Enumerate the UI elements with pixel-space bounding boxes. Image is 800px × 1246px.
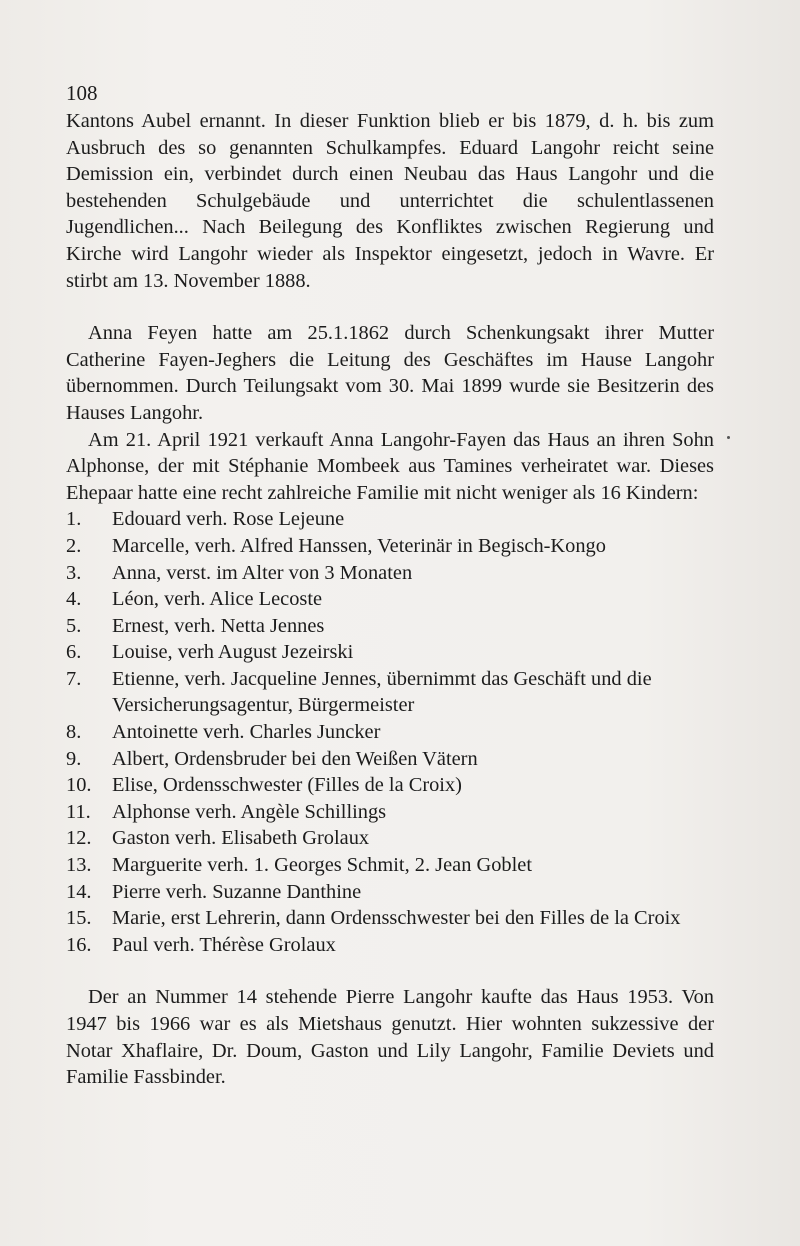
list-item [66,666,714,719]
list-item-number: 12. [66,827,92,850]
page-content [66,80,714,1091]
list-item [66,639,714,666]
paragraph-pierre-langohr: Der an Nummer 14 stehende Pierre Langohr kaufte das Haus 1953. Von 1947 bis 1966 war es als Mietshaus genutzt. Hier wohnten sukzessive der Notar Xhaflaire, Dr. Doum, Gaston und Lily Langohr, Familie Deviets und Familie Fassbinder. [66,986,714,1089]
list-item [66,506,714,533]
list-item-text: Marcelle, verh. Alfred Hanssen, Veterinär in Begisch-Kongo [112,534,606,557]
list-item-text: Marie, erst Lehrerin, dann Ordensschwester bei den Filles de la Croix [112,907,681,930]
children-list [66,506,714,958]
list-item-text: Ernest, verh. Netta Jennes [112,614,325,637]
list-item-text: Etienne, verh. Jacqueline Jennes, übernimmt das Geschäft und die Versicherungsagentur, Bürgermeister [112,667,652,717]
paragraph-sale-1921: Am 21. April 1921 verkauft Anna Langohr-Fayen das Haus an ihren Sohn Alphonse, der mit Stéphanie Mombeek aus Tamines verheiratet war. Dieses Ehepaar hatte eine recht zahlreiche Familie mit nicht weniger als 16 Kindern: [66,428,714,504]
list-item [66,586,714,613]
list-item-number: 9. [66,747,82,770]
list-item [66,825,714,852]
page-number: 108 [66,81,98,105]
list-item-number: 14. [66,880,92,903]
list-item [66,905,714,932]
list-item-text: Antoinette verh. Charles Juncker [112,721,381,744]
list-item [66,719,714,746]
list-item [66,560,714,587]
list-item [66,533,714,560]
list-item [66,852,714,879]
list-item-number: 8. [66,721,82,744]
list-item-number: 4. [66,588,82,611]
list-item-number: 6. [66,641,82,664]
list-item-text: Edouard verh. Rose Lejeune [112,508,345,531]
list-item-number: 1. [66,508,82,531]
list-item-number: 15. [66,907,92,930]
list-item-text: Elise, Ordensschwester (Filles de la Croix) [112,774,462,797]
list-item-text: Marguerite verh. 1. Georges Schmit, 2. Jean Goblet [112,854,532,877]
list-item-text: Louise, verh August Jezeirski [112,641,354,664]
list-item-number: 11. [66,800,91,823]
list-item-number: 16. [66,933,92,956]
list-item [66,746,714,773]
list-item-text: Léon, verh. Alice Lecoste [112,588,323,611]
list-item [66,613,714,640]
list-item [66,879,714,906]
paragraph-gap [66,294,714,320]
list-item-text: Albert, Ordensbruder bei den Weißen Vätern [112,747,478,770]
list-item-number: 10. [66,774,92,797]
list-item-text: Alphonse verh. Angèle Schillings [112,800,387,823]
paragraph-anna-feyen: Anna Feyen hatte am 25.1.1862 durch Schenkungsakt ihrer Mutter Catherine Fayen-Jeghers die Leitung des Geschäftes im Hause Langohr übernommen. Durch Teilungsakt vom 30. Mai 1899 wurde sie Besitzerin des Hauses Langohr. [66,322,714,424]
list-item-number: 5. [66,614,82,637]
list-item [66,772,714,799]
list-item-text: Paul verh. Thérèse Grolaux [112,933,336,956]
print-speck [727,436,730,439]
list-item [66,932,714,959]
list-item-number: 7. [66,667,82,690]
list-item-number: 13. [66,854,92,877]
list-item-text: Gaston verh. Elisabeth Grolaux [112,827,370,850]
list-item-text: Anna, verst. im Alter von 3 Monaten [112,561,413,584]
list-item-number: 3. [66,561,82,584]
list-item-number: 2. [66,534,82,557]
list-item-text: Pierre verh. Suzanne Danthine [112,880,362,903]
list-item [66,799,714,826]
paragraph-langohr-career: Kantons Aubel ernannt. In dieser Funktion blieb er bis 1879, d. h. bis zum Ausbruch des so genannten Schulkampfes. Eduard Langohr reicht seine Demission ein, verbindet durch einen Neubau das Haus Langohr und die bestehenden Schulgebäude und unterrichtet die schulentlassenen Jugendlichen... Nach Beilegung des Konfliktes zwischen Regierung und Kirche wird Langohr wieder als Inspektor eingesetzt, jedoch in Wavre. Er stirbt am 13. November 1888. [66,110,714,292]
